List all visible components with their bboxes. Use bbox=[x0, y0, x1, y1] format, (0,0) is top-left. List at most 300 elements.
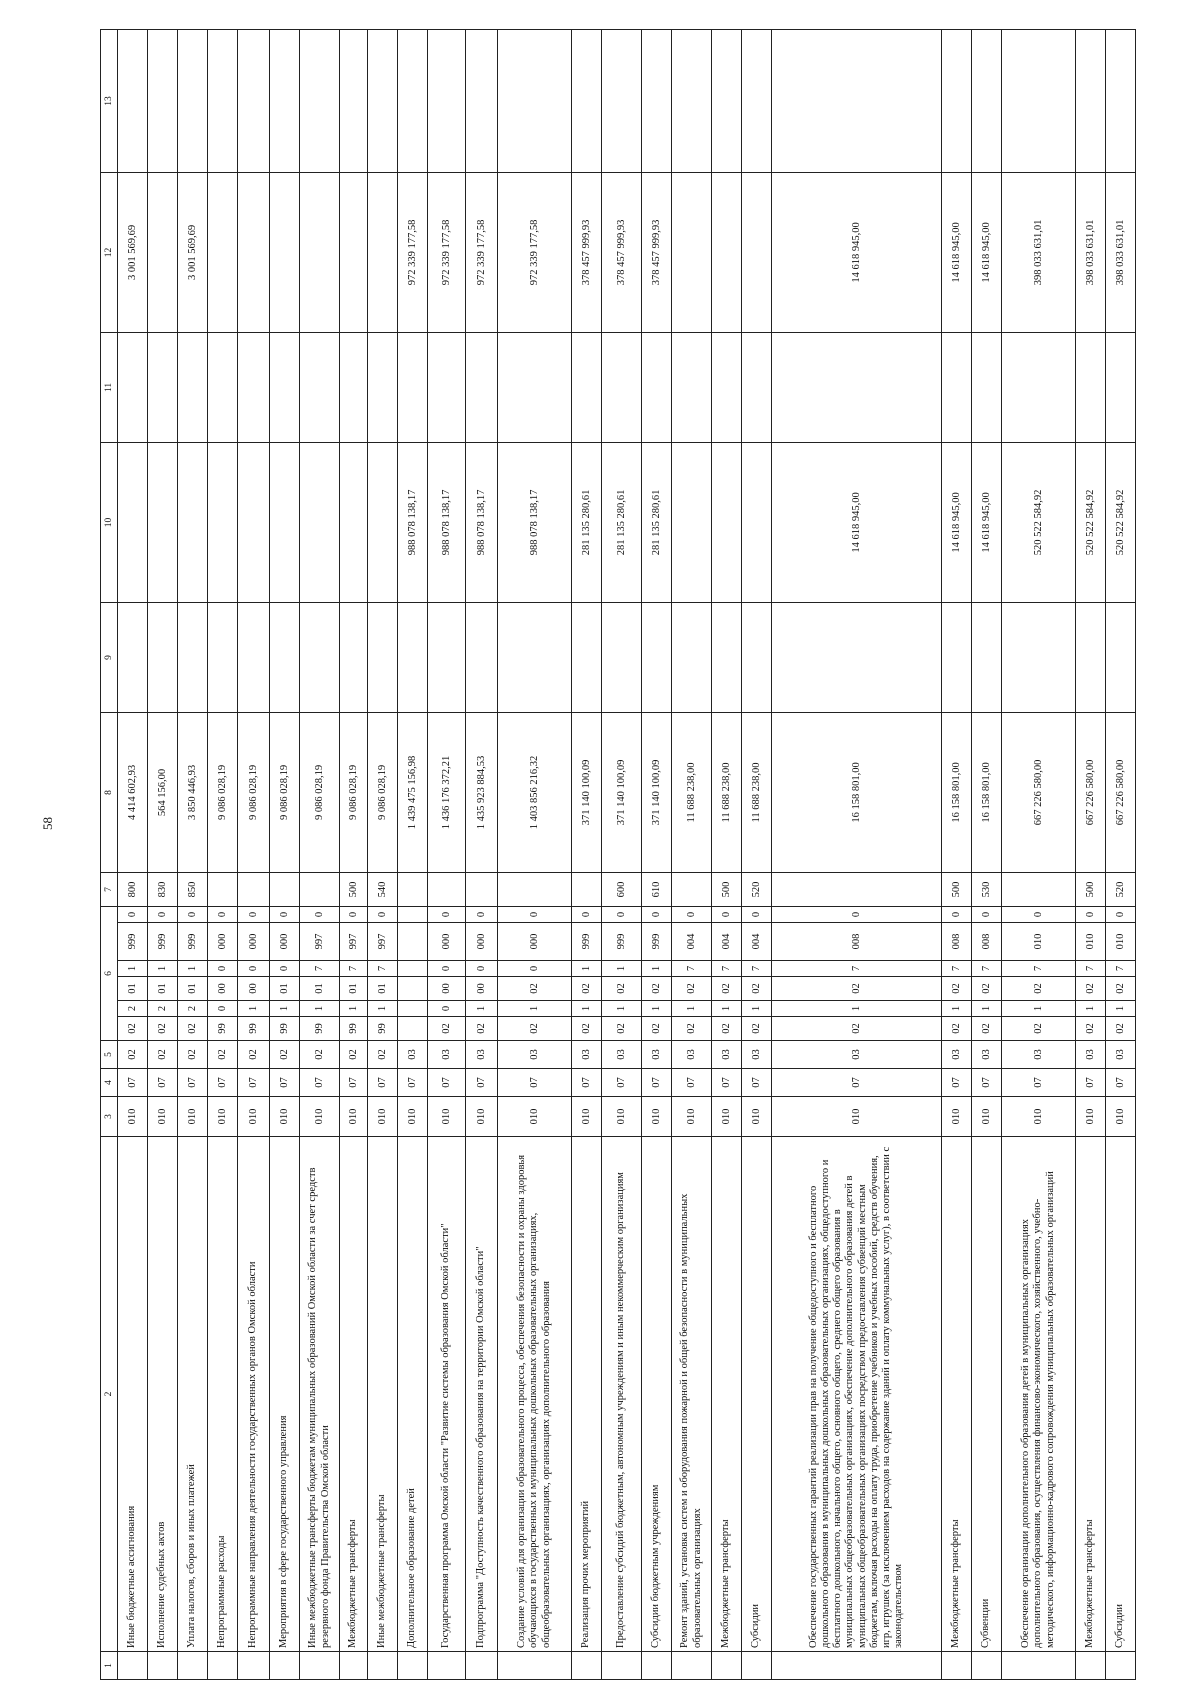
target-code-part: 02 bbox=[1106, 977, 1136, 1001]
table-row bbox=[1106, 29, 1136, 1679]
code-cell-4: 07 bbox=[178, 1069, 208, 1097]
code-cell-4: 07 bbox=[712, 1069, 742, 1097]
code-cell-7: 800 bbox=[118, 872, 148, 906]
target-code-part: 0 bbox=[942, 906, 972, 922]
target-code-part: 0 bbox=[148, 906, 178, 922]
row-number-cell bbox=[498, 1652, 572, 1680]
table-row bbox=[498, 29, 572, 1679]
target-code-part: 1 bbox=[368, 1001, 398, 1017]
amount-cell-12: 14 618 945,00 bbox=[772, 172, 942, 332]
target-code-part: 0 bbox=[208, 1001, 238, 1017]
amount-cell-8: 9 086 028,19 bbox=[300, 712, 340, 872]
row-number-cell bbox=[572, 1652, 602, 1680]
code-cell-7 bbox=[428, 872, 466, 906]
header-cell: 2 bbox=[101, 1137, 118, 1652]
code-cell-7: 610 bbox=[642, 872, 672, 906]
row-number-cell bbox=[1106, 1652, 1136, 1680]
amount-cell-11 bbox=[368, 332, 398, 442]
target-code-part: 999 bbox=[642, 923, 672, 961]
target-code-part: 7 bbox=[972, 961, 1002, 977]
target-code-part: 1 bbox=[942, 1001, 972, 1017]
target-code-part: 010 bbox=[1106, 923, 1136, 961]
code-cell-4: 07 bbox=[238, 1069, 270, 1097]
code-cell-5: 02 bbox=[178, 1041, 208, 1069]
header-cell: 4 bbox=[101, 1069, 118, 1097]
amount-cell-12: 3 001 569,69 bbox=[178, 172, 208, 332]
target-code-part: 999 bbox=[118, 923, 148, 961]
code-cell-4: 07 bbox=[742, 1069, 772, 1097]
amount-cell-10 bbox=[300, 442, 340, 602]
code-cell-5: 02 bbox=[340, 1041, 368, 1069]
amount-cell-10 bbox=[148, 442, 178, 602]
target-code-part: 010 bbox=[1002, 923, 1076, 961]
code-cell-4: 07 bbox=[672, 1069, 712, 1097]
amount-cell-12: 14 618 945,00 bbox=[972, 172, 1002, 332]
amount-cell-8: 667 226 580,00 bbox=[1002, 712, 1076, 872]
amount-cell-9 bbox=[340, 602, 368, 712]
amount-cell-9 bbox=[742, 602, 772, 712]
code-cell-3: 010 bbox=[498, 1097, 572, 1137]
target-code-part: 7 bbox=[368, 961, 398, 977]
target-code-part: 1 bbox=[498, 1001, 572, 1017]
row-number-cell bbox=[642, 1652, 672, 1680]
amount-cell-13 bbox=[642, 29, 672, 172]
code-cell-4: 07 bbox=[300, 1069, 340, 1097]
row-number-cell bbox=[1076, 1652, 1106, 1680]
target-code-part: 01 bbox=[300, 977, 340, 1001]
amount-cell-11 bbox=[178, 332, 208, 442]
amount-cell-13 bbox=[428, 29, 466, 172]
target-code-part: 0 bbox=[118, 906, 148, 922]
target-code-part: 0 bbox=[368, 906, 398, 922]
table-row bbox=[178, 29, 208, 1679]
amount-cell-13 bbox=[340, 29, 368, 172]
row-number-cell bbox=[208, 1652, 238, 1680]
target-code-part: 00 bbox=[466, 977, 498, 1001]
target-code-part: 99 bbox=[208, 1017, 238, 1041]
row-name-cell: Субсидии bbox=[742, 1137, 772, 1652]
code-cell-7: 540 bbox=[368, 872, 398, 906]
amount-cell-12: 378 457 999,93 bbox=[642, 172, 672, 332]
amount-cell-13 bbox=[368, 29, 398, 172]
code-cell-4: 07 bbox=[572, 1069, 602, 1097]
table-row bbox=[398, 29, 428, 1679]
target-code-part: 1 bbox=[340, 1001, 368, 1017]
target-code-part: 1 bbox=[1106, 1001, 1136, 1017]
header-cell: 7 bbox=[101, 872, 118, 906]
amount-cell-10 bbox=[270, 442, 300, 602]
amount-cell-13 bbox=[772, 29, 942, 172]
code-cell-7 bbox=[238, 872, 270, 906]
amount-cell-10: 14 618 945,00 bbox=[772, 442, 942, 602]
row-name-cell: Дополнительное образование детей bbox=[398, 1137, 428, 1652]
target-code-part: 008 bbox=[772, 923, 942, 961]
amount-cell-10: 988 078 138,17 bbox=[428, 442, 466, 602]
amount-cell-9 bbox=[178, 602, 208, 712]
code-cell-7: 500 bbox=[1076, 872, 1106, 906]
table-row bbox=[602, 29, 642, 1679]
code-cell-3: 010 bbox=[300, 1097, 340, 1137]
amount-cell-13 bbox=[498, 29, 572, 172]
code-cell-4: 07 bbox=[208, 1069, 238, 1097]
code-cell-4: 07 bbox=[118, 1069, 148, 1097]
target-code-part: 997 bbox=[368, 923, 398, 961]
amount-cell-13 bbox=[1002, 29, 1076, 172]
header-cell: 5 bbox=[101, 1041, 118, 1069]
target-code-part: 0 bbox=[742, 906, 772, 922]
amount-cell-8: 564 156,00 bbox=[148, 712, 178, 872]
amount-cell-10 bbox=[208, 442, 238, 602]
table-row bbox=[208, 29, 238, 1679]
amount-cell-8: 371 140 100,09 bbox=[602, 712, 642, 872]
amount-cell-12: 378 457 999,93 bbox=[572, 172, 602, 332]
amount-cell-11 bbox=[1002, 332, 1076, 442]
row-name-cell: Исполнение судебных актов bbox=[148, 1137, 178, 1652]
amount-cell-13 bbox=[572, 29, 602, 172]
target-code-part: 02 bbox=[742, 1017, 772, 1041]
target-code-part: 02 bbox=[772, 977, 942, 1001]
amount-cell-8: 16 158 801,00 bbox=[942, 712, 972, 872]
target-code-part: 02 bbox=[602, 1017, 642, 1041]
table-row bbox=[772, 29, 942, 1679]
code-cell-3: 010 bbox=[1076, 1097, 1106, 1137]
amount-cell-10: 14 618 945,00 bbox=[942, 442, 972, 602]
code-cell-7 bbox=[572, 872, 602, 906]
target-code-part: 1 bbox=[118, 961, 148, 977]
target-code-part: 0 bbox=[428, 961, 466, 977]
amount-cell-9 bbox=[398, 602, 428, 712]
target-code-part: 7 bbox=[340, 961, 368, 977]
target-code-part: 0 bbox=[238, 961, 270, 977]
amount-cell-9 bbox=[118, 602, 148, 712]
amount-cell-11 bbox=[498, 332, 572, 442]
target-code-part bbox=[398, 977, 428, 1001]
row-name-cell: Государственная программа Омской области "Развитие системы образования Омской области" bbox=[428, 1137, 466, 1652]
amount-cell-12 bbox=[300, 172, 340, 332]
target-code-part: 02 bbox=[642, 977, 672, 1001]
amount-cell-13 bbox=[712, 29, 742, 172]
row-name-cell: Предоставление субсидий бюджетным, автономным учреждениям и иным некоммерческим организациям bbox=[602, 1137, 642, 1652]
header-cell: 8 bbox=[101, 712, 118, 872]
row-number-cell bbox=[712, 1652, 742, 1680]
code-cell-7 bbox=[1002, 872, 1076, 906]
target-code-part: 02 bbox=[466, 1017, 498, 1041]
target-code-part: 0 bbox=[466, 906, 498, 922]
amount-cell-10: 281 135 280,61 bbox=[602, 442, 642, 602]
amount-cell-13 bbox=[972, 29, 1002, 172]
table-row bbox=[238, 29, 270, 1679]
amount-cell-11 bbox=[208, 332, 238, 442]
code-cell-3: 010 bbox=[712, 1097, 742, 1137]
amount-cell-9 bbox=[1106, 602, 1136, 712]
table-row bbox=[340, 29, 368, 1679]
target-code-part: 000 bbox=[270, 923, 300, 961]
row-number-cell bbox=[742, 1652, 772, 1680]
code-cell-7 bbox=[398, 872, 428, 906]
target-code-part: 7 bbox=[772, 961, 942, 977]
amount-cell-8: 16 158 801,00 bbox=[772, 712, 942, 872]
target-code-part: 0 bbox=[208, 906, 238, 922]
amount-cell-11 bbox=[772, 332, 942, 442]
amount-cell-12 bbox=[270, 172, 300, 332]
amount-cell-12 bbox=[340, 172, 368, 332]
target-code-part: 00 bbox=[238, 977, 270, 1001]
target-code-part: 02 bbox=[1002, 977, 1076, 1001]
amount-cell-10: 988 078 138,17 bbox=[398, 442, 428, 602]
target-code-part: 99 bbox=[340, 1017, 368, 1041]
target-code-part: 00 bbox=[428, 977, 466, 1001]
target-code-part: 1 bbox=[466, 1001, 498, 1017]
code-cell-3: 010 bbox=[238, 1097, 270, 1137]
code-cell-3: 010 bbox=[270, 1097, 300, 1137]
amount-cell-11 bbox=[1076, 332, 1106, 442]
amount-cell-13 bbox=[942, 29, 972, 172]
target-code-part: 02 bbox=[428, 1017, 466, 1041]
code-cell-4: 07 bbox=[772, 1069, 942, 1097]
target-code-part: 000 bbox=[498, 923, 572, 961]
code-cell-4: 07 bbox=[1076, 1069, 1106, 1097]
code-cell-4: 07 bbox=[972, 1069, 1002, 1097]
amount-cell-12 bbox=[368, 172, 398, 332]
code-cell-5: 03 bbox=[1106, 1041, 1136, 1069]
amount-cell-13 bbox=[238, 29, 270, 172]
code-cell-3: 010 bbox=[1002, 1097, 1076, 1137]
amount-cell-10 bbox=[178, 442, 208, 602]
row-number-cell bbox=[772, 1652, 942, 1680]
row-name-cell: Межбюджетные трансферты bbox=[340, 1137, 368, 1652]
table-row bbox=[300, 29, 340, 1679]
table-row bbox=[972, 29, 1002, 1679]
row-name-cell: Обеспечение государственных гарантий реализации прав на получение общедоступного и бесплатного дошкольного образования в муниципальных дошкольных образовательных организациях, общедоступного и бесплатного дошкольного, начального общего, основного общего, среднего общего образования в муниципальных общеобразовательных организациях, обеспечение дополнительного образования детей в муниципальных общеобразовательных организациях посредством предоставления субвенций местным бюджетам, включая расходы на оплату труда, приобретение учебников и учебных пособий, средств обучения, игр, игрушек (за исключением расходов на содержание зданий и оплату коммунальных услуг), в соответствии с законодательством bbox=[772, 1137, 942, 1652]
amount-cell-9 bbox=[238, 602, 270, 712]
target-code-part: 99 bbox=[368, 1017, 398, 1041]
amount-cell-13 bbox=[148, 29, 178, 172]
target-code-part: 1 bbox=[642, 1001, 672, 1017]
amount-cell-9 bbox=[1002, 602, 1076, 712]
amount-cell-11 bbox=[602, 332, 642, 442]
target-code-part: 7 bbox=[1076, 961, 1106, 977]
row-name-cell: Подпрограмма "Доступность качественного образования на территории Омской области" bbox=[466, 1137, 498, 1652]
row-number-cell bbox=[340, 1652, 368, 1680]
target-code-part: 0 bbox=[238, 906, 270, 922]
amount-cell-12: 972 339 177,58 bbox=[428, 172, 466, 332]
code-cell-7: 500 bbox=[712, 872, 742, 906]
amount-cell-9 bbox=[772, 602, 942, 712]
amount-cell-12 bbox=[712, 172, 742, 332]
target-code-part: 1 bbox=[602, 961, 642, 977]
row-name-cell: Создание условий для организации образовательного процесса, обеспечения безопасности и охраны здоровья обучающихся в государственных и муниципальных дошкольных образовательных организациях, общеобразовательных организациях, организациях дополнительного образования bbox=[498, 1137, 572, 1652]
budget-table bbox=[100, 29, 1136, 1680]
target-code-part: 010 bbox=[1076, 923, 1106, 961]
code-cell-5: 03 bbox=[466, 1041, 498, 1069]
target-code-part: 01 bbox=[148, 977, 178, 1001]
target-code-part: 004 bbox=[742, 923, 772, 961]
target-code-part: 008 bbox=[942, 923, 972, 961]
amount-cell-11 bbox=[398, 332, 428, 442]
code-cell-5: 02 bbox=[368, 1041, 398, 1069]
amount-cell-12: 398 033 631,01 bbox=[1002, 172, 1076, 332]
table-row bbox=[1076, 29, 1106, 1679]
target-code-part: 0 bbox=[340, 906, 368, 922]
code-cell-7: 500 bbox=[340, 872, 368, 906]
amount-cell-10 bbox=[118, 442, 148, 602]
target-code-part: 004 bbox=[672, 923, 712, 961]
target-code-part: 1 bbox=[772, 1001, 942, 1017]
amount-cell-10: 988 078 138,17 bbox=[498, 442, 572, 602]
target-code-part: 02 bbox=[602, 977, 642, 1001]
row-name-cell: Мероприятия в сфере государственного управления bbox=[270, 1137, 300, 1652]
target-code-part: 7 bbox=[942, 961, 972, 977]
code-cell-3: 010 bbox=[466, 1097, 498, 1137]
table-row bbox=[428, 29, 466, 1679]
target-code-part: 01 bbox=[270, 977, 300, 1001]
target-code-part: 0 bbox=[572, 906, 602, 922]
row-number-cell bbox=[428, 1652, 466, 1680]
target-code-part: 00 bbox=[208, 977, 238, 1001]
target-code-part: 1 bbox=[1002, 1001, 1076, 1017]
amount-cell-13 bbox=[300, 29, 340, 172]
target-code-part: 02 bbox=[942, 977, 972, 1001]
row-number-cell bbox=[1002, 1652, 1076, 1680]
code-cell-4: 07 bbox=[148, 1069, 178, 1097]
code-cell-7: 530 bbox=[972, 872, 1002, 906]
amount-cell-10 bbox=[238, 442, 270, 602]
target-code-part: 000 bbox=[238, 923, 270, 961]
header-cell: 13 bbox=[101, 29, 118, 172]
amount-cell-10: 988 078 138,17 bbox=[466, 442, 498, 602]
target-code-part bbox=[398, 1017, 428, 1041]
target-code-part: 01 bbox=[340, 977, 368, 1001]
amount-cell-8: 1 403 856 216,32 bbox=[498, 712, 572, 872]
code-cell-4: 07 bbox=[368, 1069, 398, 1097]
code-cell-3: 010 bbox=[572, 1097, 602, 1137]
target-code-part: 0 bbox=[712, 906, 742, 922]
target-code-part: 1 bbox=[238, 1001, 270, 1017]
target-code-part: 02 bbox=[672, 1017, 712, 1041]
code-cell-5: 02 bbox=[118, 1041, 148, 1069]
amount-cell-12: 398 033 631,01 bbox=[1106, 172, 1136, 332]
target-code-part: 1 bbox=[602, 1001, 642, 1017]
code-cell-3: 010 bbox=[972, 1097, 1002, 1137]
header-cell: 1 bbox=[101, 1652, 118, 1680]
target-code-part bbox=[398, 923, 428, 961]
code-cell-5: 03 bbox=[772, 1041, 942, 1069]
target-code-part: 7 bbox=[672, 961, 712, 977]
amount-cell-8: 11 688 238,00 bbox=[672, 712, 712, 872]
amount-cell-12: 14 618 945,00 bbox=[942, 172, 972, 332]
row-number-cell bbox=[398, 1652, 428, 1680]
target-code-part: 7 bbox=[712, 961, 742, 977]
table-row bbox=[270, 29, 300, 1679]
code-cell-3: 010 bbox=[340, 1097, 368, 1137]
target-code-part: 0 bbox=[208, 961, 238, 977]
amount-cell-12 bbox=[672, 172, 712, 332]
code-cell-5: 03 bbox=[398, 1041, 428, 1069]
header-cell: 10 bbox=[101, 442, 118, 602]
target-code-part: 1 bbox=[642, 961, 672, 977]
amount-cell-8: 9 086 028,19 bbox=[340, 712, 368, 872]
amount-cell-10 bbox=[340, 442, 368, 602]
amount-cell-9 bbox=[300, 602, 340, 712]
code-cell-4: 07 bbox=[1106, 1069, 1136, 1097]
code-cell-3: 010 bbox=[642, 1097, 672, 1137]
amount-cell-9 bbox=[942, 602, 972, 712]
target-code-part: 7 bbox=[742, 961, 772, 977]
target-code-part: 1 bbox=[270, 1001, 300, 1017]
code-cell-7: 600 bbox=[602, 872, 642, 906]
amount-cell-13 bbox=[178, 29, 208, 172]
amount-cell-8: 11 688 238,00 bbox=[742, 712, 772, 872]
amount-cell-10 bbox=[742, 442, 772, 602]
code-cell-7 bbox=[772, 872, 942, 906]
amount-cell-13 bbox=[466, 29, 498, 172]
target-code-part: 000 bbox=[208, 923, 238, 961]
row-name-cell: Непрограммные направления деятельности государственных органов Омской области bbox=[238, 1137, 270, 1652]
code-cell-3: 010 bbox=[1106, 1097, 1136, 1137]
amount-cell-8: 667 226 580,00 bbox=[1106, 712, 1136, 872]
amount-cell-9 bbox=[972, 602, 1002, 712]
amount-cell-8: 16 158 801,00 bbox=[972, 712, 1002, 872]
amount-cell-12: 972 339 177,58 bbox=[498, 172, 572, 332]
code-cell-5: 02 bbox=[238, 1041, 270, 1069]
code-cell-5: 03 bbox=[572, 1041, 602, 1069]
target-code-part: 02 bbox=[942, 1017, 972, 1041]
header-row bbox=[101, 29, 118, 1679]
amount-cell-8: 9 086 028,19 bbox=[208, 712, 238, 872]
code-cell-5: 03 bbox=[602, 1041, 642, 1069]
code-cell-5: 03 bbox=[712, 1041, 742, 1069]
code-cell-4: 07 bbox=[428, 1069, 466, 1097]
target-code-part: 02 bbox=[712, 977, 742, 1001]
amount-cell-8: 667 226 580,00 bbox=[1076, 712, 1106, 872]
amount-cell-8: 1 439 475 156,98 bbox=[398, 712, 428, 872]
code-cell-7 bbox=[270, 872, 300, 906]
amount-cell-8: 1 435 923 884,53 bbox=[466, 712, 498, 872]
target-code-part: 004 bbox=[712, 923, 742, 961]
amount-cell-9 bbox=[642, 602, 672, 712]
target-code-part: 1 bbox=[1076, 1001, 1106, 1017]
code-cell-5: 03 bbox=[498, 1041, 572, 1069]
header-cell: 6 bbox=[101, 906, 118, 1040]
code-cell-5: 03 bbox=[672, 1041, 712, 1069]
code-cell-4: 07 bbox=[642, 1069, 672, 1097]
amount-cell-9 bbox=[712, 602, 742, 712]
target-code-part: 008 bbox=[972, 923, 1002, 961]
code-cell-4: 07 bbox=[942, 1069, 972, 1097]
code-cell-3: 010 bbox=[942, 1097, 972, 1137]
amount-cell-13 bbox=[1076, 29, 1106, 172]
code-cell-3: 010 bbox=[208, 1097, 238, 1137]
target-code-part: 01 bbox=[178, 977, 208, 1001]
amount-cell-11 bbox=[712, 332, 742, 442]
amount-cell-11 bbox=[428, 332, 466, 442]
target-code-part: 1 bbox=[572, 961, 602, 977]
code-cell-3: 010 bbox=[118, 1097, 148, 1137]
amount-cell-12: 972 339 177,58 bbox=[466, 172, 498, 332]
code-cell-3: 010 bbox=[178, 1097, 208, 1137]
target-code-part: 1 bbox=[178, 961, 208, 977]
target-code-part: 2 bbox=[118, 1001, 148, 1017]
target-code-part: 0 bbox=[178, 906, 208, 922]
target-code-part: 999 bbox=[602, 923, 642, 961]
amount-cell-13 bbox=[1106, 29, 1136, 172]
amount-cell-8: 11 688 238,00 bbox=[712, 712, 742, 872]
target-code-part: 02 bbox=[1106, 1017, 1136, 1041]
code-cell-5: 02 bbox=[300, 1041, 340, 1069]
code-cell-7: 850 bbox=[178, 872, 208, 906]
target-code-part: 000 bbox=[428, 923, 466, 961]
amount-cell-8: 371 140 100,09 bbox=[642, 712, 672, 872]
